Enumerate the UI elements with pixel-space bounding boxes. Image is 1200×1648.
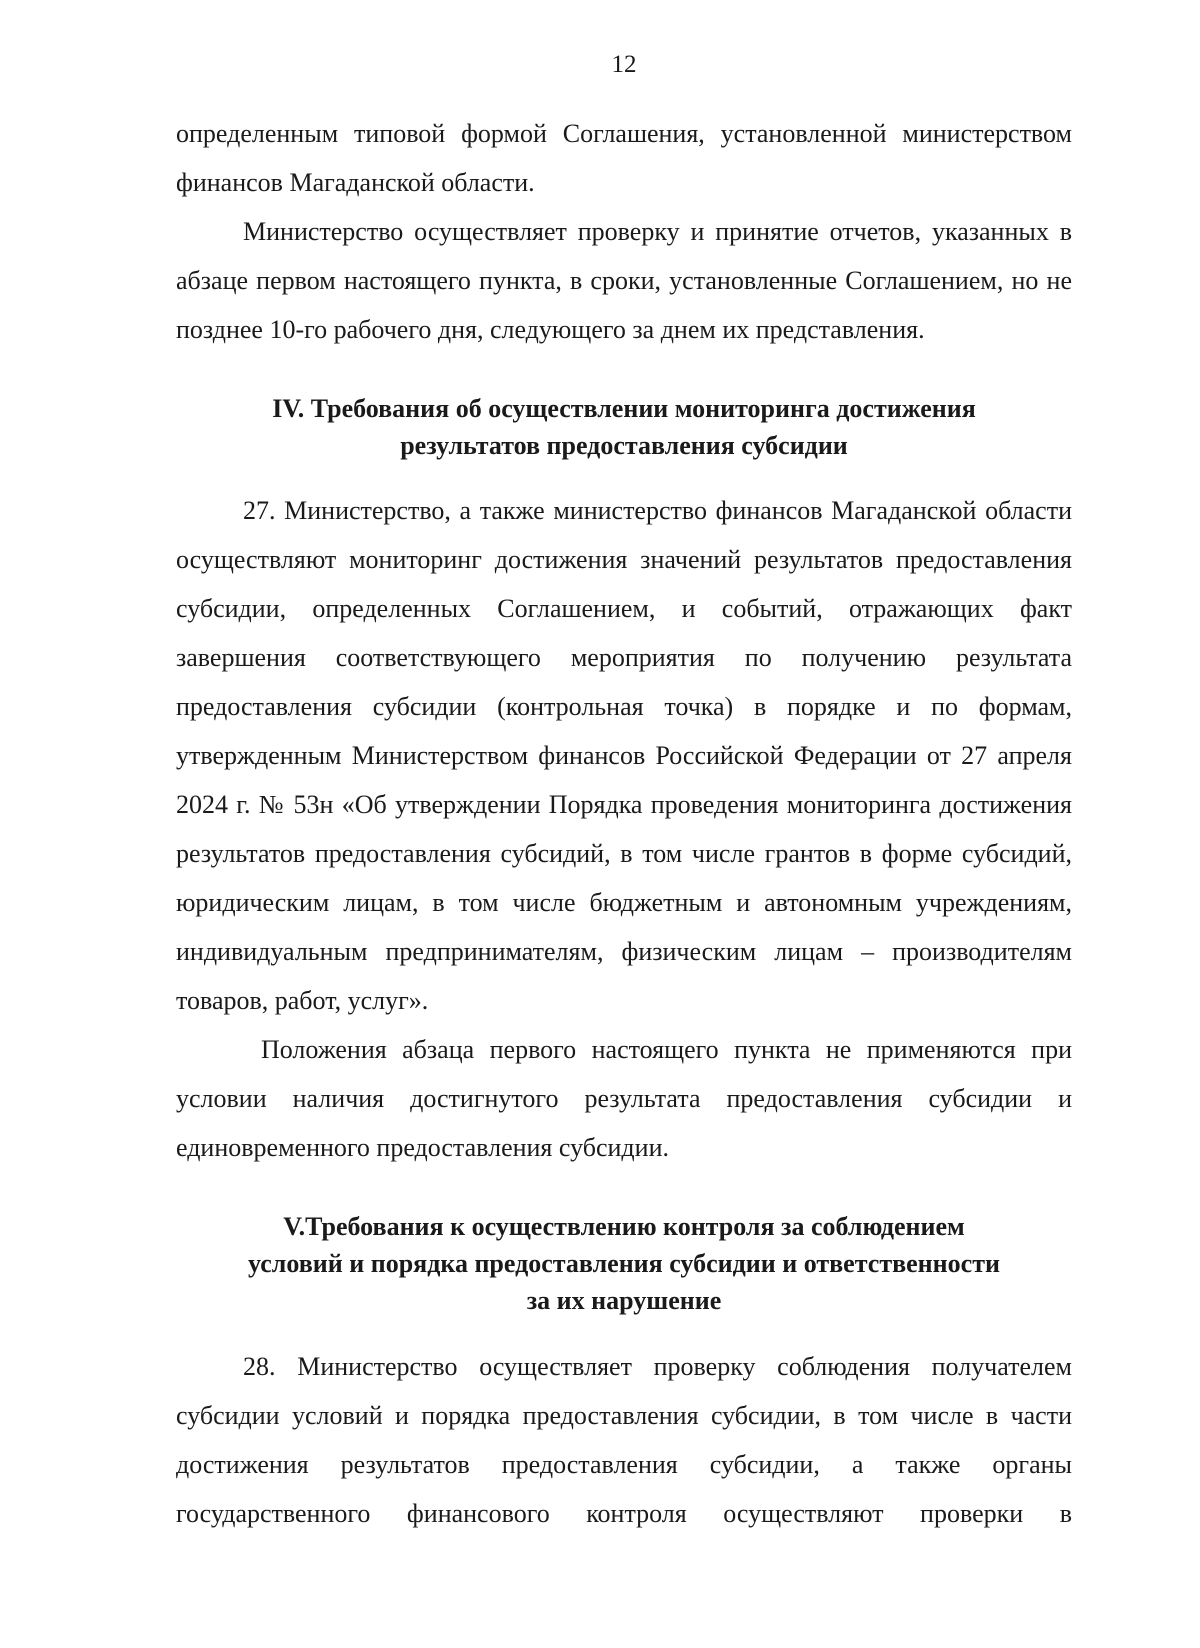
section-heading-v-line-2: условий и порядка предоставления субсидии и ответственности [248,1249,1000,1278]
paragraph-report-check: Министерство осуществляет проверку и принятие отчетов, указанных в абзаце первом настоящего пункта, в сроки, установленные Соглашением, но не позднее 10-го рабочего дня, следующего за днем их представления. [176,217,1072,344]
section-heading-v-line-1: V.Требования к осуществлению контроля за соблюдением [283,1212,965,1241]
section-heading-v-line-3: за их нарушение [526,1286,722,1315]
section-heading-iv-line-1: IV. Требования об осуществлении мониторинга достижения [272,394,976,423]
paragraph-continuation: определенным типовой формой Соглашения, установленной министерством финансов Магаданской области. [176,119,1072,197]
page-number: 12 [611,51,637,78]
section-heading-v [176,1208,1072,1319]
section-heading-iv-line-2: результатов предоставления субсидии [400,431,848,460]
document-body [176,109,1072,1538]
paragraph-27: 27. Министерство, а также министерство финансов Магаданской области осуществляют мониторинг достижения значений результатов предоставления субсидии, определенных Соглашением, и событий, отражающих факт завершения соответствующего мероприятия по получению результата предоставления субсидии (контрольная точка) в порядке и по формам, утвержденным Министерством финансов Российской Федерации от 27 апреля 2024 г. № 53н «Об утверждении Порядка проведения мониторинга достижения результатов предоставления субсидий, в том числе грантов в форме субсидий, юридическим лицам, в том числе бюджетным и автономным учреждениям, индивидуальным предпринимателям, физическим лицам – производителям товаров, работ, услуг». [176,496,1072,1015]
section-heading-iv [176,390,1072,464]
paragraph-28: 28. Министерство осуществляет проверку соблюдения получателем субсидии условий и порядка предоставления субсидии, в том числе в части достижения результатов предоставления субсидии, а также органы государственного финансового контроля осуществляют проверки в [176,1352,1072,1528]
paragraph-27-provisions: Положения абзаца первого настоящего пункта не применяются при условии наличия достигнутого результата предоставления субсидии и единовременного предоставления субсидии. [176,1035,1072,1162]
